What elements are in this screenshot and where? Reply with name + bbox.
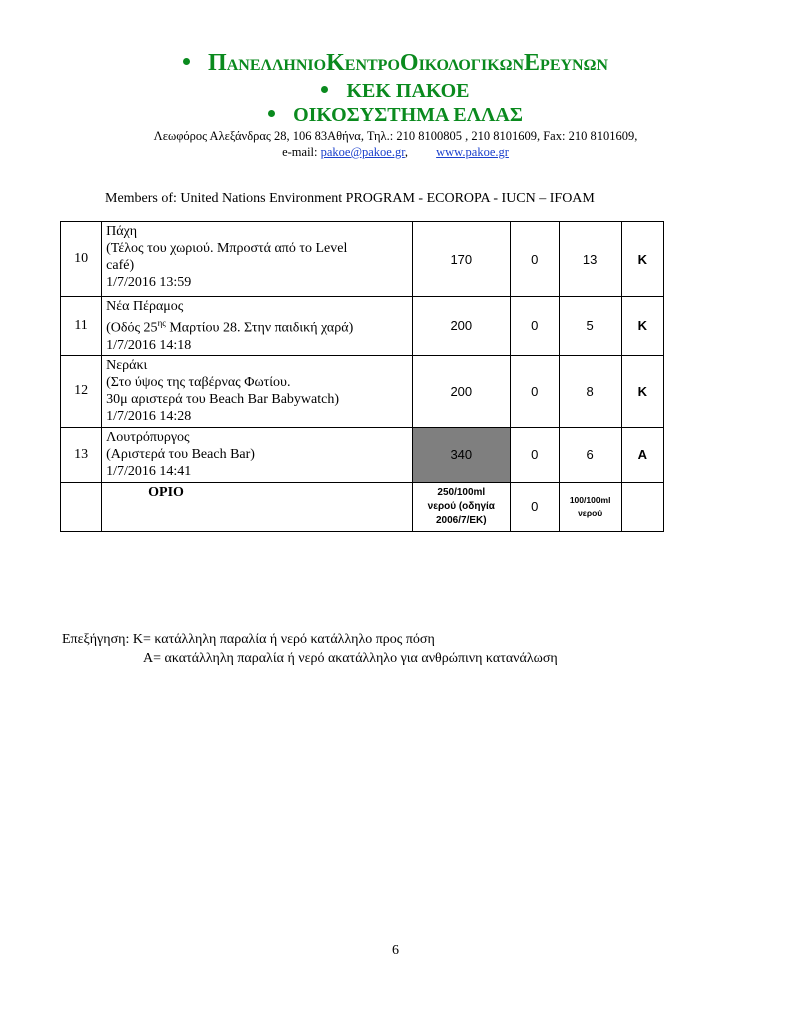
bullet-icon xyxy=(321,86,328,93)
location-cell xyxy=(102,355,413,427)
row-number: 13 xyxy=(61,427,102,482)
location-name: Λουτρόπυργος xyxy=(106,429,190,445)
value-cell: 5 xyxy=(559,297,621,356)
sample-datetime: 1/7/2016 14:41 xyxy=(106,463,192,479)
location-name: Νεράκι xyxy=(106,357,148,373)
page-number: 6 xyxy=(392,943,399,958)
ecosystem-title: ΟΙΚΟΣΥΣΤΗΜΑ ΕΛΛΑΣ xyxy=(0,104,791,127)
value-cell: 0 xyxy=(510,355,559,427)
table-row xyxy=(61,222,664,297)
value-cell: 0 xyxy=(510,222,559,297)
location-name: Πάχη xyxy=(106,224,138,239)
value-cell: 0 xyxy=(510,427,559,482)
table-row xyxy=(61,297,664,356)
value-cell: 8 xyxy=(559,355,621,427)
address-line: Λεωφόρος Αλεξάνδρας 28, 106 83Αθήνα, Τηλ.: 210 8100805 , 210 8101609, Fax: 210 8101609, xyxy=(153,129,638,143)
limit-value-cell: 250/100ml νερού (οδηγία 2006/7/ΕΚ) xyxy=(412,482,510,531)
website-link[interactable]: www.pakoe.gr xyxy=(436,145,509,159)
value-cell: 6 xyxy=(559,427,621,482)
value-cell-exceeded: 340 xyxy=(412,427,510,482)
table-row xyxy=(61,427,664,482)
empty-cell xyxy=(621,482,663,531)
sample-datetime: 1/7/2016 13:59 xyxy=(106,275,192,290)
classification-cell: Α xyxy=(621,427,663,482)
limit-label: ΟΡΙΟ xyxy=(102,482,413,531)
members-line: Members of: United Nations Environment PROGRAM - ECOROPA - IUCN – IFOAM xyxy=(105,191,595,206)
bullet-icon xyxy=(183,58,190,65)
row-number: 12 xyxy=(61,355,102,427)
legend-line-a: Α= ακατάλληλη παραλία ή νερό ακατάλληλο για ανθρώπινη κατανάλωση xyxy=(143,651,558,666)
email-label: e-mail: xyxy=(282,145,318,159)
value-cell: 200 xyxy=(412,297,510,356)
row-number: 11 xyxy=(61,297,102,356)
organization-name xyxy=(0,50,791,77)
value-cell: 170 xyxy=(412,222,510,297)
location-cell xyxy=(102,427,413,482)
contact-line: e-mail: pakoe@pakoe.gr, www.pakoe.gr xyxy=(282,145,509,159)
kek-title: ΚΕΚ ΠΑΚΟΕ xyxy=(0,80,791,103)
empty-cell xyxy=(61,482,102,531)
org-word-2: ΚΕΝΤΡΟ xyxy=(326,50,400,76)
classification-cell: Κ xyxy=(621,355,663,427)
value-cell: 0 xyxy=(510,297,559,356)
location-detail: (Στο ύψος της ταβέρνας Φωτίου. xyxy=(106,374,291,390)
location-cell xyxy=(102,222,413,297)
results-table xyxy=(60,221,664,532)
table-row xyxy=(61,355,664,427)
sample-datetime: 1/7/2016 14:18 xyxy=(106,337,192,353)
legend-line-k: Επεξήγηση: Κ= κατάλληλη παραλία ή νερό κατάλληλο προς πόση xyxy=(62,632,435,647)
org-word-1: ΠΑΝΕΛΛΗΝΙΟ xyxy=(208,50,327,76)
email-link[interactable]: pakoe@pakoe.gr xyxy=(320,145,405,159)
location-detail: café) xyxy=(106,258,135,273)
location-detail: (Αριστερά του Beach Bar) xyxy=(106,446,255,462)
legend xyxy=(62,630,558,668)
location-detail: (Οδός $25^{\eta\varsigma}$ Μαρτίου 28. Στην παιδική χαρά) xyxy=(106,318,354,336)
row-number: 10 xyxy=(61,222,102,297)
classification-cell: Κ xyxy=(621,222,663,297)
limit-value-cell: 100/100ml νερού xyxy=(559,482,621,531)
value-cell: 13 xyxy=(559,222,621,297)
value-cell: 200 xyxy=(412,355,510,427)
location-detail: 30μ αριστερά του Beach Bar Babywatch) xyxy=(106,391,339,407)
limit-value-cell: 0 xyxy=(510,482,559,531)
org-word-3: ΟΙΚΟΛΟΓΙΚΩΝ xyxy=(399,50,525,76)
sample-datetime: 1/7/2016 14:28 xyxy=(106,408,192,424)
classification-cell: Κ xyxy=(621,297,663,356)
location-name: Νέα Πέραμος xyxy=(106,299,184,314)
limit-row xyxy=(61,482,664,531)
location-detail: (Τέλος του χωριού. Μπροστά από το Level xyxy=(106,241,348,256)
org-word-4: ΕΡΕΥΝΩΝ xyxy=(524,50,608,76)
bullet-icon xyxy=(268,110,275,117)
location-cell xyxy=(102,297,413,356)
